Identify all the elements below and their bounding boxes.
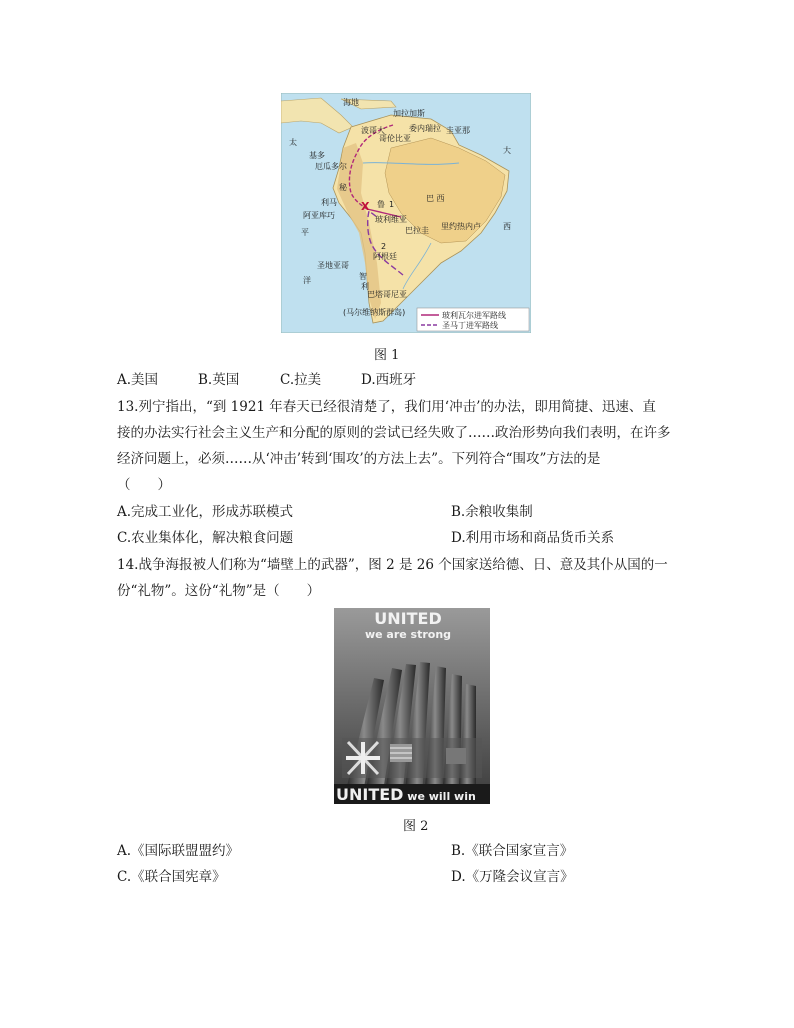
poster-bottom-bold: UNITED: [336, 785, 404, 804]
map-label-chile: 智: [359, 272, 367, 281]
map-label-yang: 洋: [303, 276, 311, 285]
map-label-guyana: 圭亚那: [446, 126, 470, 135]
poster-sub-text: we are strong: [364, 628, 452, 641]
route-number-1: 1: [389, 200, 395, 209]
q14-stem-line1: 14.战争海报被人们称为“墙壁上的武器”，图 2 是 26 个国家送给德、日、意及其仆从国的一: [117, 557, 668, 573]
legend-bolivar: 玻利瓦尔进军路线: [442, 311, 506, 320]
map-label-brazil: 巴 西: [426, 194, 445, 203]
map-label-caracas: 加拉加斯: [393, 109, 425, 118]
map-label-venezuela: 委内瑞拉: [409, 124, 441, 133]
q13-option-a: A.完成工业化，形成苏联模式: [117, 504, 294, 520]
q13-stem-line2: 接的办法实行社会主义生产和分配的原则的尝试已经失败了……政治形势向我们表明，在许多: [117, 425, 671, 441]
map-label-haiti: 海地: [343, 98, 359, 107]
q14-option-d: D.《万隆会议宣言》: [451, 869, 574, 885]
map-label-paraguay: 巴拉圭: [405, 226, 429, 235]
map-label-lu: 鲁: [377, 200, 385, 209]
q12-option-d: D.西班牙: [361, 372, 417, 388]
poster-top-text: UNITED: [374, 609, 442, 628]
q13-option-c: C.农业集体化，解决粮食问题: [117, 530, 294, 546]
q12-option-a: A.美国: [117, 372, 159, 388]
map-label-patagonia: 巴塔哥尼亚: [367, 290, 407, 299]
south-america-map-figure: [281, 93, 531, 333]
q13-stem-line1: 13.列宁指出，“到 1921 年春天已经很清楚了，我们用‘冲击’的办法，即用简捷、迅速、直: [117, 399, 656, 415]
map-label-li: 利: [361, 282, 369, 291]
map-label-bolivia: 玻利维亚: [375, 215, 407, 224]
map-graphic: [281, 93, 531, 333]
q13-stem-line3: 经济问题上，必须……从‘冲击’转到‘围攻’的方法上去”。下列符合“围攻”方法的是: [117, 451, 601, 467]
united-poster-figure: [334, 608, 490, 804]
map-label-tai: 太: [289, 138, 297, 147]
map-label-santiago: 圣地亚哥: [317, 261, 349, 270]
map-label-ping: 平: [301, 228, 309, 237]
q13-option-d: D.利用市场和商品货币关系: [451, 530, 615, 546]
legend-sanmartin: 圣马丁进军路线: [442, 321, 498, 330]
q12-option-b: B.英国: [198, 372, 240, 388]
map-label-argentina: 阿根廷: [373, 252, 397, 261]
q14-option-b: B.《联合国家宣言》: [451, 843, 574, 859]
q14-option-c: C.《联合国宪章》: [117, 869, 226, 885]
svg-text:X: X: [361, 200, 370, 213]
map-label-quito: 基多: [309, 151, 325, 160]
map-label-colombia: 哥伦比亚: [379, 134, 411, 143]
q12-option-c: C.拉美: [280, 372, 322, 388]
figure1-caption: 图 1: [374, 348, 400, 363]
map-label-xi: 西: [503, 222, 511, 231]
q13-option-b: B.余粮收集制: [451, 504, 533, 520]
figure2-caption: 图 2: [403, 819, 429, 834]
q14-option-a: A.《国际联盟盟约》: [117, 843, 240, 859]
route-number-2: 2: [381, 242, 387, 251]
q14-stem-line2: 份“礼物”。这份“礼物”是（ ）: [117, 583, 321, 599]
map-label-da: 大: [503, 146, 511, 155]
map-label-arequipa: 阿亚库巧: [303, 211, 335, 220]
map-label-lima: 利马: [321, 198, 337, 207]
poster-graphic: [334, 608, 490, 804]
map-label-peru: 秘: [339, 183, 347, 192]
map-label-bogota: 波哥大: [361, 126, 385, 135]
map-label-falklands: (马尔维纳斯群岛): [343, 308, 406, 317]
poster-bottom-rest: we will win: [403, 790, 476, 803]
map-label-ecuador: 厄瓜多尔: [315, 162, 347, 171]
map-label-rio: 里约热内卢: [441, 222, 481, 231]
q13-answer-paren: （ ）: [117, 477, 171, 493]
